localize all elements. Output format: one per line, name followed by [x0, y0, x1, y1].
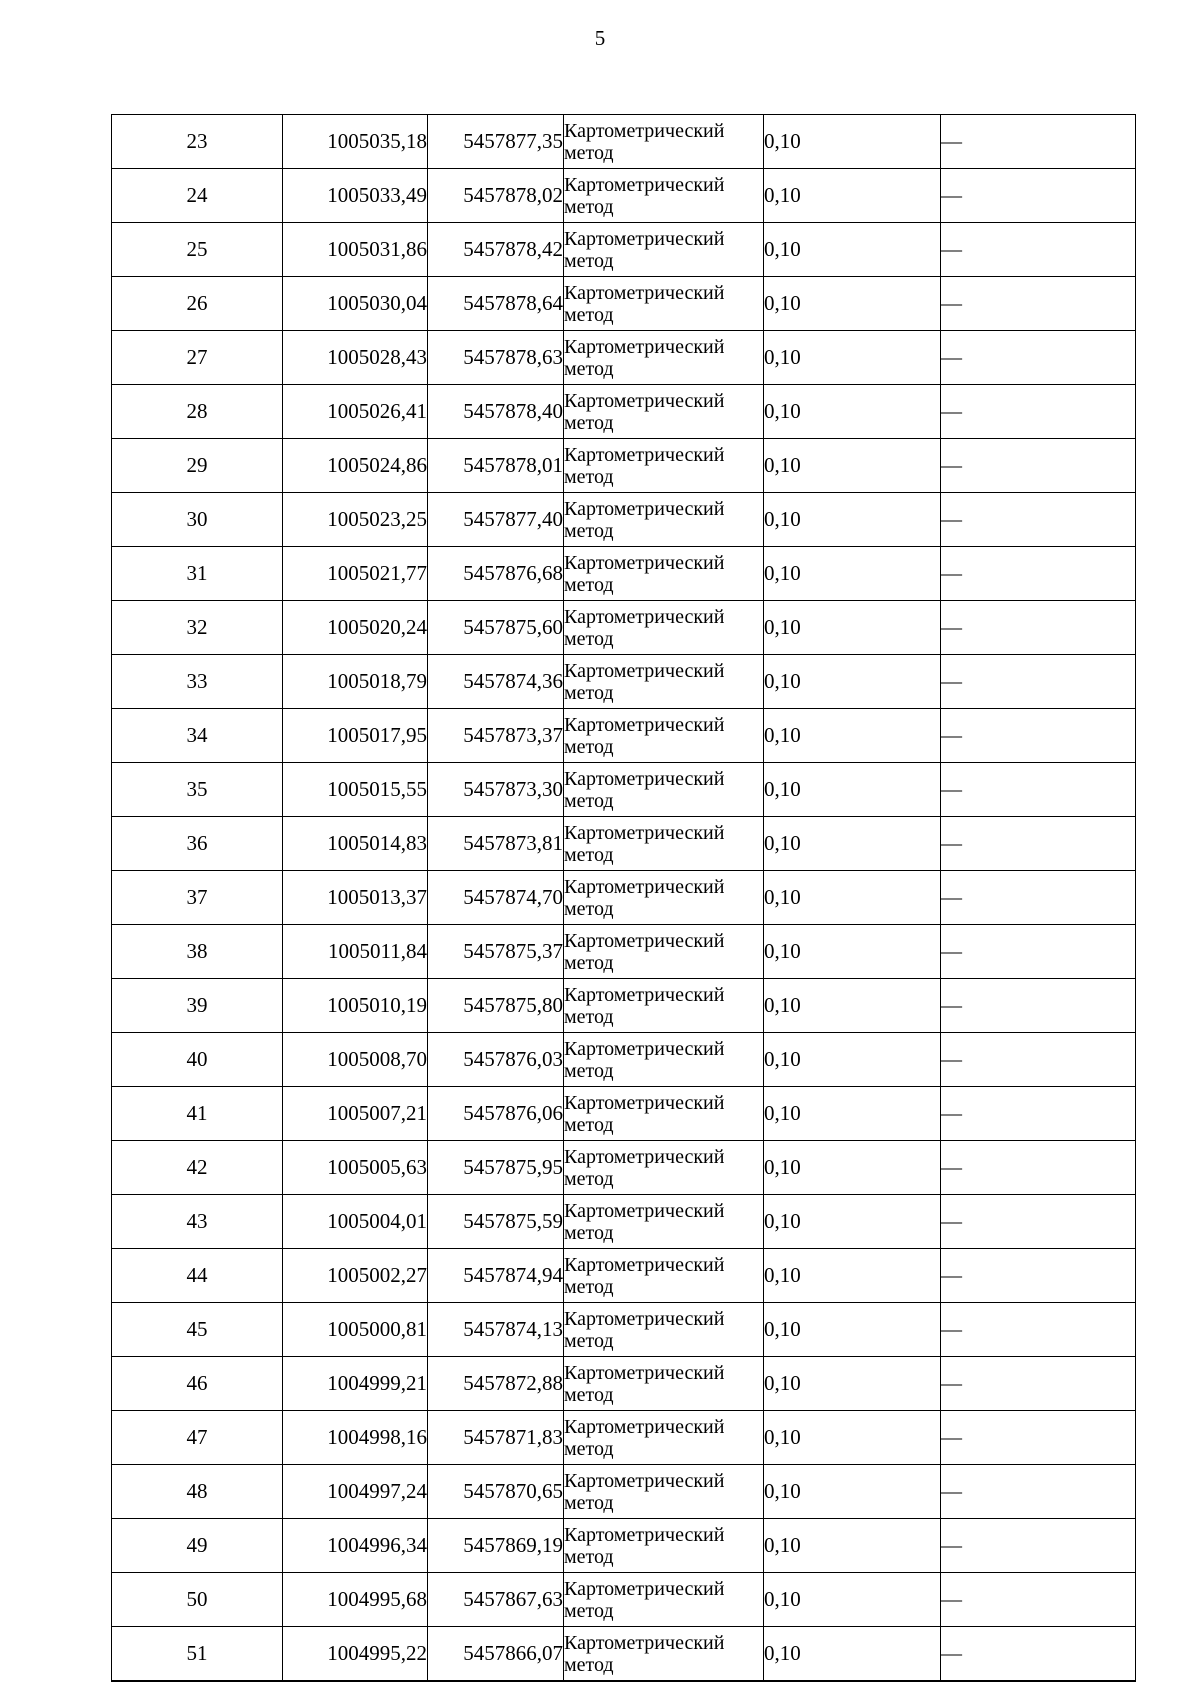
table-row [112, 1087, 1136, 1141]
method-cell: Картометрический метод [564, 601, 764, 655]
x-coordinate-cell: 1005023,25 [283, 493, 428, 547]
accuracy-cell: 0,10 [764, 1627, 941, 1682]
accuracy-cell: 0,10 [764, 493, 941, 547]
table-row [112, 925, 1136, 979]
table-row [112, 277, 1136, 331]
y-coordinate-cell: 5457878,02 [428, 169, 564, 223]
note-cell: — [941, 1303, 1136, 1357]
y-coordinate-cell: 5457878,42 [428, 223, 564, 277]
method-cell: Картометрический метод [564, 817, 764, 871]
table-row [112, 979, 1136, 1033]
table-row [112, 1141, 1136, 1195]
method-cell: Картометрический метод [564, 1249, 764, 1303]
y-coordinate-cell: 5457875,60 [428, 601, 564, 655]
accuracy-cell: 0,10 [764, 1303, 941, 1357]
point-number-cell: 36 [112, 817, 283, 871]
accuracy-cell: 0,10 [764, 871, 941, 925]
y-coordinate-cell: 5457870,65 [428, 1465, 564, 1519]
y-coordinate-cell: 5457874,36 [428, 655, 564, 709]
coordinates-table-body [112, 115, 1136, 1682]
note-cell: — [941, 1627, 1136, 1682]
accuracy-cell: 0,10 [764, 1573, 941, 1627]
x-coordinate-cell: 1005017,95 [283, 709, 428, 763]
table-row [112, 1303, 1136, 1357]
method-cell: Картометрический метод [564, 709, 764, 763]
table-row [112, 547, 1136, 601]
method-cell: Картометрический метод [564, 1195, 764, 1249]
note-cell: — [941, 1573, 1136, 1627]
table-row [112, 817, 1136, 871]
x-coordinate-cell: 1004995,22 [283, 1627, 428, 1682]
note-cell: — [941, 1141, 1136, 1195]
note-cell: — [941, 1357, 1136, 1411]
y-coordinate-cell: 5457867,63 [428, 1573, 564, 1627]
y-coordinate-cell: 5457875,95 [428, 1141, 564, 1195]
note-cell: — [941, 925, 1136, 979]
accuracy-cell: 0,10 [764, 817, 941, 871]
y-coordinate-cell: 5457866,07 [428, 1627, 564, 1682]
method-cell: Картометрический метод [564, 1087, 764, 1141]
accuracy-cell: 0,10 [764, 709, 941, 763]
accuracy-cell: 0,10 [764, 979, 941, 1033]
point-number-cell: 37 [112, 871, 283, 925]
y-coordinate-cell: 5457875,59 [428, 1195, 564, 1249]
y-coordinate-cell: 5457871,83 [428, 1411, 564, 1465]
table-row [112, 601, 1136, 655]
y-coordinate-cell: 5457876,06 [428, 1087, 564, 1141]
y-coordinate-cell: 5457876,03 [428, 1033, 564, 1087]
y-coordinate-cell: 5457869,19 [428, 1519, 564, 1573]
point-number-cell: 25 [112, 223, 283, 277]
note-cell: — [941, 601, 1136, 655]
accuracy-cell: 0,10 [764, 223, 941, 277]
point-number-cell: 26 [112, 277, 283, 331]
accuracy-cell: 0,10 [764, 1249, 941, 1303]
y-coordinate-cell: 5457875,80 [428, 979, 564, 1033]
method-cell: Картометрический метод [564, 439, 764, 493]
x-coordinate-cell: 1005010,19 [283, 979, 428, 1033]
x-coordinate-cell: 1005030,04 [283, 277, 428, 331]
point-number-cell: 32 [112, 601, 283, 655]
method-cell: Картометрический метод [564, 115, 764, 169]
table-row [112, 1249, 1136, 1303]
method-cell: Картометрический метод [564, 169, 764, 223]
note-cell: — [941, 1465, 1136, 1519]
x-coordinate-cell: 1005013,37 [283, 871, 428, 925]
y-coordinate-cell: 5457874,13 [428, 1303, 564, 1357]
table-row [112, 439, 1136, 493]
note-cell: — [941, 223, 1136, 277]
table-row [112, 223, 1136, 277]
note-cell: — [941, 1411, 1136, 1465]
note-cell: — [941, 655, 1136, 709]
x-coordinate-cell: 1005026,41 [283, 385, 428, 439]
accuracy-cell: 0,10 [764, 1195, 941, 1249]
table-row [112, 1465, 1136, 1519]
method-cell: Картометрический метод [564, 1411, 764, 1465]
accuracy-cell: 0,10 [764, 763, 941, 817]
y-coordinate-cell: 5457877,40 [428, 493, 564, 547]
accuracy-cell: 0,10 [764, 1357, 941, 1411]
point-number-cell: 33 [112, 655, 283, 709]
x-coordinate-cell: 1005014,83 [283, 817, 428, 871]
point-number-cell: 51 [112, 1627, 283, 1682]
table-row [112, 1411, 1136, 1465]
method-cell: Картометрический метод [564, 1465, 764, 1519]
x-coordinate-cell: 1005015,55 [283, 763, 428, 817]
accuracy-cell: 0,10 [764, 331, 941, 385]
x-coordinate-cell: 1005011,84 [283, 925, 428, 979]
note-cell: — [941, 1249, 1136, 1303]
note-cell: — [941, 493, 1136, 547]
accuracy-cell: 0,10 [764, 1141, 941, 1195]
note-cell: — [941, 331, 1136, 385]
note-cell: — [941, 385, 1136, 439]
x-coordinate-cell: 1005004,01 [283, 1195, 428, 1249]
table-row [112, 115, 1136, 169]
y-coordinate-cell: 5457872,88 [428, 1357, 564, 1411]
table-row [112, 871, 1136, 925]
y-coordinate-cell: 5457878,63 [428, 331, 564, 385]
point-number-cell: 31 [112, 547, 283, 601]
method-cell: Картометрический метод [564, 1033, 764, 1087]
x-coordinate-cell: 1005007,21 [283, 1087, 428, 1141]
y-coordinate-cell: 5457873,30 [428, 763, 564, 817]
method-cell: Картометрический метод [564, 331, 764, 385]
table-row [112, 1573, 1136, 1627]
point-number-cell: 29 [112, 439, 283, 493]
y-coordinate-cell: 5457878,01 [428, 439, 564, 493]
y-coordinate-cell: 5457878,64 [428, 277, 564, 331]
accuracy-cell: 0,10 [764, 1087, 941, 1141]
method-cell: Картометрический метод [564, 1627, 764, 1682]
point-number-cell: 30 [112, 493, 283, 547]
table-row [112, 331, 1136, 385]
accuracy-cell: 0,10 [764, 1411, 941, 1465]
coordinates-table [111, 114, 1136, 1682]
note-cell: — [941, 817, 1136, 871]
accuracy-cell: 0,10 [764, 655, 941, 709]
point-number-cell: 28 [112, 385, 283, 439]
point-number-cell: 44 [112, 1249, 283, 1303]
note-cell: — [941, 1087, 1136, 1141]
note-cell: — [941, 439, 1136, 493]
table-row [112, 1627, 1136, 1682]
point-number-cell: 49 [112, 1519, 283, 1573]
x-coordinate-cell: 1005018,79 [283, 655, 428, 709]
method-cell: Картометрический метод [564, 871, 764, 925]
x-coordinate-cell: 1005021,77 [283, 547, 428, 601]
y-coordinate-cell: 5457873,81 [428, 817, 564, 871]
note-cell: — [941, 763, 1136, 817]
method-cell: Картометрический метод [564, 385, 764, 439]
y-coordinate-cell: 5457873,37 [428, 709, 564, 763]
point-number-cell: 42 [112, 1141, 283, 1195]
point-number-cell: 27 [112, 331, 283, 385]
x-coordinate-cell: 1005020,24 [283, 601, 428, 655]
table-row [112, 1195, 1136, 1249]
table-row [112, 1519, 1136, 1573]
x-coordinate-cell: 1004999,21 [283, 1357, 428, 1411]
point-number-cell: 34 [112, 709, 283, 763]
point-number-cell: 23 [112, 115, 283, 169]
x-coordinate-cell: 1005024,86 [283, 439, 428, 493]
table-row [112, 709, 1136, 763]
table-row [112, 763, 1136, 817]
point-number-cell: 41 [112, 1087, 283, 1141]
note-cell: — [941, 1519, 1136, 1573]
method-cell: Картометрический метод [564, 547, 764, 601]
note-cell: — [941, 169, 1136, 223]
method-cell: Картометрический метод [564, 223, 764, 277]
note-cell: — [941, 979, 1136, 1033]
table-row [112, 655, 1136, 709]
method-cell: Картометрический метод [564, 1519, 764, 1573]
method-cell: Картометрический метод [564, 979, 764, 1033]
x-coordinate-cell: 1004996,34 [283, 1519, 428, 1573]
point-number-cell: 48 [112, 1465, 283, 1519]
y-coordinate-cell: 5457877,35 [428, 115, 564, 169]
y-coordinate-cell: 5457874,70 [428, 871, 564, 925]
note-cell: — [941, 871, 1136, 925]
table-row [112, 1033, 1136, 1087]
point-number-cell: 50 [112, 1573, 283, 1627]
x-coordinate-cell: 1005035,18 [283, 115, 428, 169]
accuracy-cell: 0,10 [764, 601, 941, 655]
method-cell: Картометрический метод [564, 493, 764, 547]
method-cell: Картометрический метод [564, 277, 764, 331]
method-cell: Картометрический метод [564, 1357, 764, 1411]
point-number-cell: 35 [112, 763, 283, 817]
method-cell: Картометрический метод [564, 655, 764, 709]
method-cell: Картометрический метод [564, 1573, 764, 1627]
x-coordinate-cell: 1005000,81 [283, 1303, 428, 1357]
y-coordinate-cell: 5457876,68 [428, 547, 564, 601]
point-number-cell: 39 [112, 979, 283, 1033]
method-cell: Картометрический метод [564, 1141, 764, 1195]
accuracy-cell: 0,10 [764, 385, 941, 439]
table-row [112, 493, 1136, 547]
x-coordinate-cell: 1005033,49 [283, 169, 428, 223]
note-cell: — [941, 709, 1136, 763]
method-cell: Картометрический метод [564, 925, 764, 979]
accuracy-cell: 0,10 [764, 925, 941, 979]
accuracy-cell: 0,10 [764, 169, 941, 223]
point-number-cell: 47 [112, 1411, 283, 1465]
y-coordinate-cell: 5457875,37 [428, 925, 564, 979]
x-coordinate-cell: 1004995,68 [283, 1573, 428, 1627]
point-number-cell: 24 [112, 169, 283, 223]
x-coordinate-cell: 1005002,27 [283, 1249, 428, 1303]
point-number-cell: 45 [112, 1303, 283, 1357]
accuracy-cell: 0,10 [764, 1519, 941, 1573]
y-coordinate-cell: 5457878,40 [428, 385, 564, 439]
x-coordinate-cell: 1005031,86 [283, 223, 428, 277]
table-row [112, 1357, 1136, 1411]
y-coordinate-cell: 5457874,94 [428, 1249, 564, 1303]
x-coordinate-cell: 1005008,70 [283, 1033, 428, 1087]
table-row [112, 169, 1136, 223]
method-cell: Картометрический метод [564, 763, 764, 817]
accuracy-cell: 0,10 [764, 439, 941, 493]
x-coordinate-cell: 1004997,24 [283, 1465, 428, 1519]
table-row [112, 385, 1136, 439]
accuracy-cell: 0,10 [764, 1033, 941, 1087]
method-cell: Картометрический метод [564, 1303, 764, 1357]
point-number-cell: 40 [112, 1033, 283, 1087]
accuracy-cell: 0,10 [764, 277, 941, 331]
note-cell: — [941, 1195, 1136, 1249]
x-coordinate-cell: 1005005,63 [283, 1141, 428, 1195]
accuracy-cell: 0,10 [764, 1465, 941, 1519]
point-number-cell: 43 [112, 1195, 283, 1249]
note-cell: — [941, 277, 1136, 331]
x-coordinate-cell: 1004998,16 [283, 1411, 428, 1465]
accuracy-cell: 0,10 [764, 115, 941, 169]
point-number-cell: 38 [112, 925, 283, 979]
x-coordinate-cell: 1005028,43 [283, 331, 428, 385]
note-cell: — [941, 115, 1136, 169]
accuracy-cell: 0,10 [764, 547, 941, 601]
note-cell: — [941, 1033, 1136, 1087]
note-cell: — [941, 547, 1136, 601]
point-number-cell: 46 [112, 1357, 283, 1411]
page-number: 5 [594, 26, 606, 50]
